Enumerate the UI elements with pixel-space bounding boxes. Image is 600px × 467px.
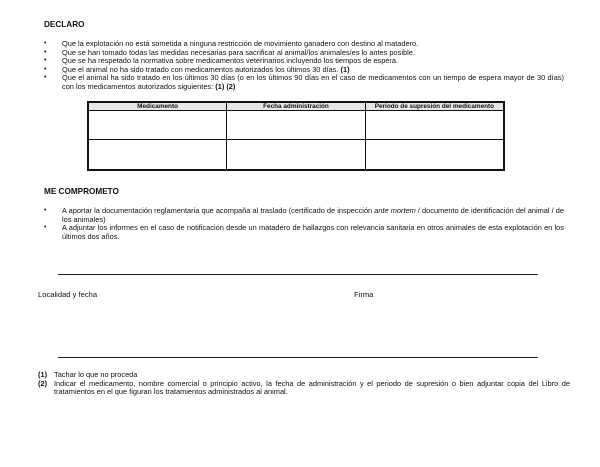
column-header: Periodo de supresión del medicamento — [365, 102, 504, 111]
footnote-ref: (1) (2) — [215, 81, 236, 91]
footnote-number: (2) — [38, 378, 48, 388]
bullet-icon: • — [44, 40, 47, 47]
footnote — [38, 380, 570, 397]
table-cell[interactable] — [88, 111, 227, 140]
bullet-icon: • — [44, 48, 47, 56]
compromiso-item-text: / documento de identificación del animal / de los animales) — [62, 206, 564, 224]
compromiso-heading: ME COMPROMETO — [44, 187, 119, 196]
bullet-icon: • — [44, 74, 47, 82]
declaro-heading: DECLARO — [44, 20, 85, 29]
table-cell[interactable] — [365, 111, 504, 140]
table-header-row — [88, 102, 504, 111]
signature-line-bottom — [58, 357, 538, 358]
declaro-list — [44, 40, 564, 92]
bullet-icon: • — [44, 224, 47, 232]
declaro-item-text: Que se ha respetado la normativa sobre medicamentos veterinarios incluyendo los tiempos de espera. — [62, 56, 399, 66]
declaro-item-text: Que se han tomado todas las medidas necesarias para sacrificar al animal/los animales/es lo antes posible. — [62, 47, 415, 57]
bullet-icon: • — [44, 207, 47, 214]
footnote-text: Indicar el medicamento, nombre comercial o principio activo, la fecha de administración y el periodo de supresión o bien adjuntar copia del Libro de tratamientos en el que figuran los tratamientos administrados al animal. — [54, 378, 570, 397]
medication-table — [87, 101, 505, 171]
footnote-number: (1) — [38, 370, 48, 379]
footnote-ref: (1) — [340, 64, 350, 74]
signature-label: Firma — [354, 290, 374, 299]
table-row — [88, 111, 504, 140]
bullet-icon: • — [44, 57, 47, 65]
compromiso-item-italic: ante mortem — [374, 206, 416, 215]
bullet-icon: • — [44, 65, 47, 73]
compromiso-list — [44, 207, 564, 241]
footnotes — [38, 371, 570, 397]
declaro-item-text: Que la explotación no está sometida a ninguna restricción de movimiento ganadero con destino al matadero. — [62, 39, 419, 48]
column-header: Medicamento — [88, 102, 227, 111]
compromiso-item — [44, 207, 564, 224]
compromiso-item-text: A aportar la documentación reglamentaria que acompaña al traslado (certificado de inspección — [62, 206, 375, 215]
table-cell[interactable] — [365, 140, 504, 170]
table-cell[interactable] — [227, 111, 366, 140]
table-cell[interactable] — [88, 140, 227, 170]
declaro-item — [44, 74, 564, 91]
footnote-text: Tachar lo que no proceda — [54, 370, 138, 379]
compromiso-item — [44, 224, 564, 241]
declaro-item-text: Que el animal no ha sido tratado con medicamentos autorizados los últimos 30 días. — [62, 64, 339, 74]
table-row — [88, 140, 504, 170]
column-header: Fecha administración — [227, 102, 366, 111]
declaro-item-text: Que el animal ha sido tratado en los últimos 30 días (o en los últimos 90 días en el caso de medicamentos con un tiempo de espera mayor de 30 días) con los medicamentos autorizados siguientes: — [62, 73, 564, 91]
signature-line-top — [58, 274, 538, 275]
place-date-label: Localidad y fecha — [38, 290, 98, 299]
table-cell[interactable] — [227, 140, 366, 170]
compromiso-item-text: A adjuntar los informes en el caso de notificación desde un matadero de hallazgos con relevancia sanitaria en otros animales de esta explotación en los últimos dos años. — [62, 223, 564, 241]
